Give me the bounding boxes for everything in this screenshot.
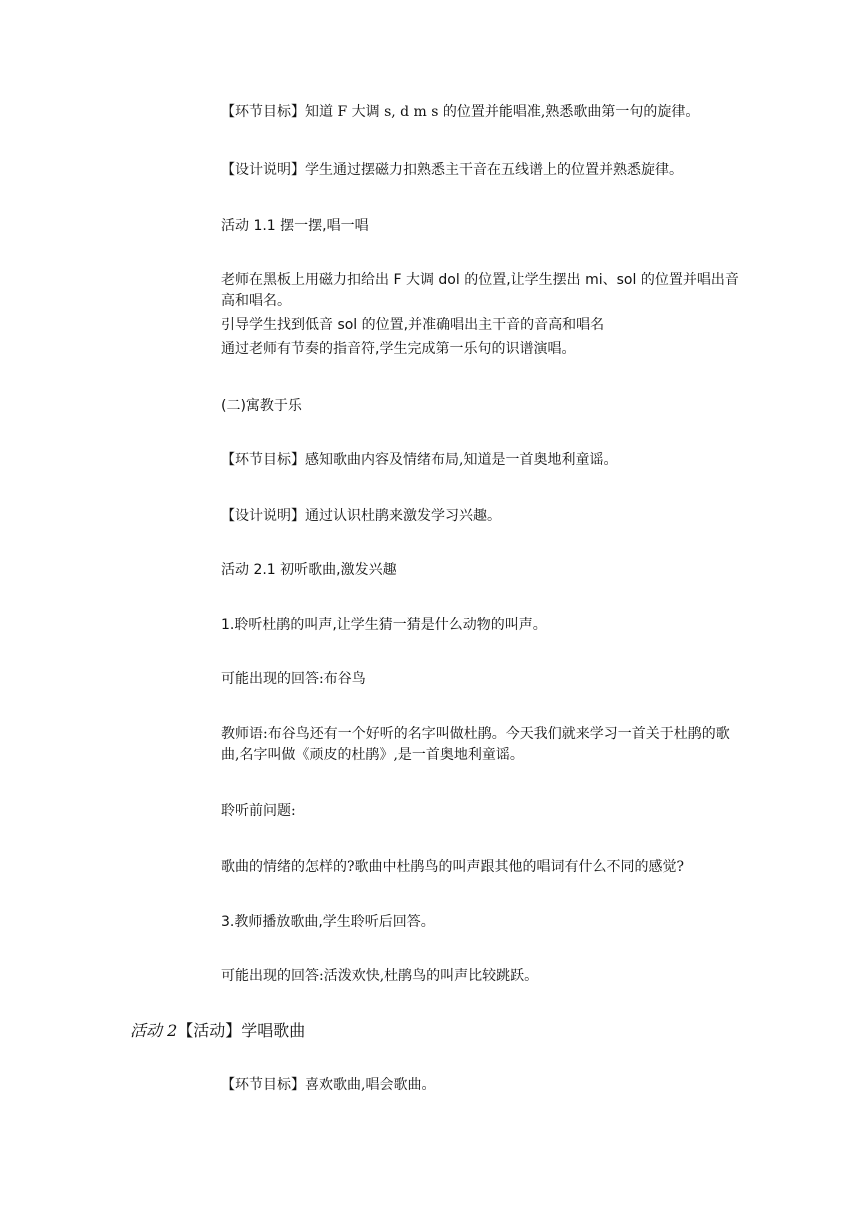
paragraph-design-1: 【设计说明】学生通过摆磁力扣熟悉主干音在五线谱上的位置并熟悉旋律。 [221,162,683,178]
section-heading [130,1020,305,1042]
paragraph-listen-cuckoo: 1.聆听杜鹃的叫声,让学生猜一猜是什么动物的叫声。 [221,617,547,633]
paragraph-possible-answer-1: 可能出现的回答:布谷鸟 [221,671,366,687]
paragraph-possible-answer-2: 可能出现的回答:活泼欢快,杜鹃鸟的叫声比较跳跃。 [221,968,539,984]
section-heading-prefix: 活动 2 [130,1021,178,1040]
paragraph-design-2: 【设计说明】通过认识杜鹃来激发学习兴趣。 [221,508,501,524]
paragraph-activity-2-1: 活动 2.1 初听歌曲,激发兴趣 [221,562,397,578]
paragraph-goal-2: 【环节目标】感知歌曲内容及情绪布局,知道是一首奥地利童谣。 [221,452,618,468]
paragraph-section-2: (二)寓教于乐 [221,398,302,414]
paragraph-rhythm-notes: 通过老师有节奏的指音符,学生完成第一乐句的识谱演唱。 [221,341,576,357]
paragraph-play-song: 3.教师播放歌曲,学生聆听后回答。 [221,914,435,930]
paragraph-teacher-speech: 教师语:布谷鸟还有一个好听的名字叫做杜鹃。今天我们就来学习一首关于杜鹃的歌曲,名字叫做《顽皮的杜鹃》,是一首奥地利童谣。 [221,726,730,763]
paragraph-guide-low-sol: 引导学生找到低音 sol 的位置,并准确唱出主干音的音高和唱名 [221,317,605,333]
paragraph-pre-listen-question: 聆听前问题: [221,803,296,819]
paragraph-teacher-board: 老师在黑板上用磁力扣给出 F 大调 dol 的位置,让学生摆出 mi、sol 的位置并唱出音高和唱名。 [221,272,739,309]
paragraph-song-mood-question: 歌曲的情绪的怎样的?歌曲中杜鹃鸟的叫声跟其他的唱词有什么不同的感觉? [221,859,685,875]
paragraph-goal-1: 【环节目标】知道 F 大调 s, d m s 的位置并能唱准,熟悉歌曲第一句的旋律。 [221,104,700,120]
section-heading-text: 【活动】学唱歌曲 [177,1021,306,1040]
paragraph-goal-3: 【环节目标】喜欢歌曲,唱会歌曲。 [221,1077,436,1093]
paragraph-activity-1-1: 活动 1.1 摆一摆,唱一唱 [221,218,369,234]
